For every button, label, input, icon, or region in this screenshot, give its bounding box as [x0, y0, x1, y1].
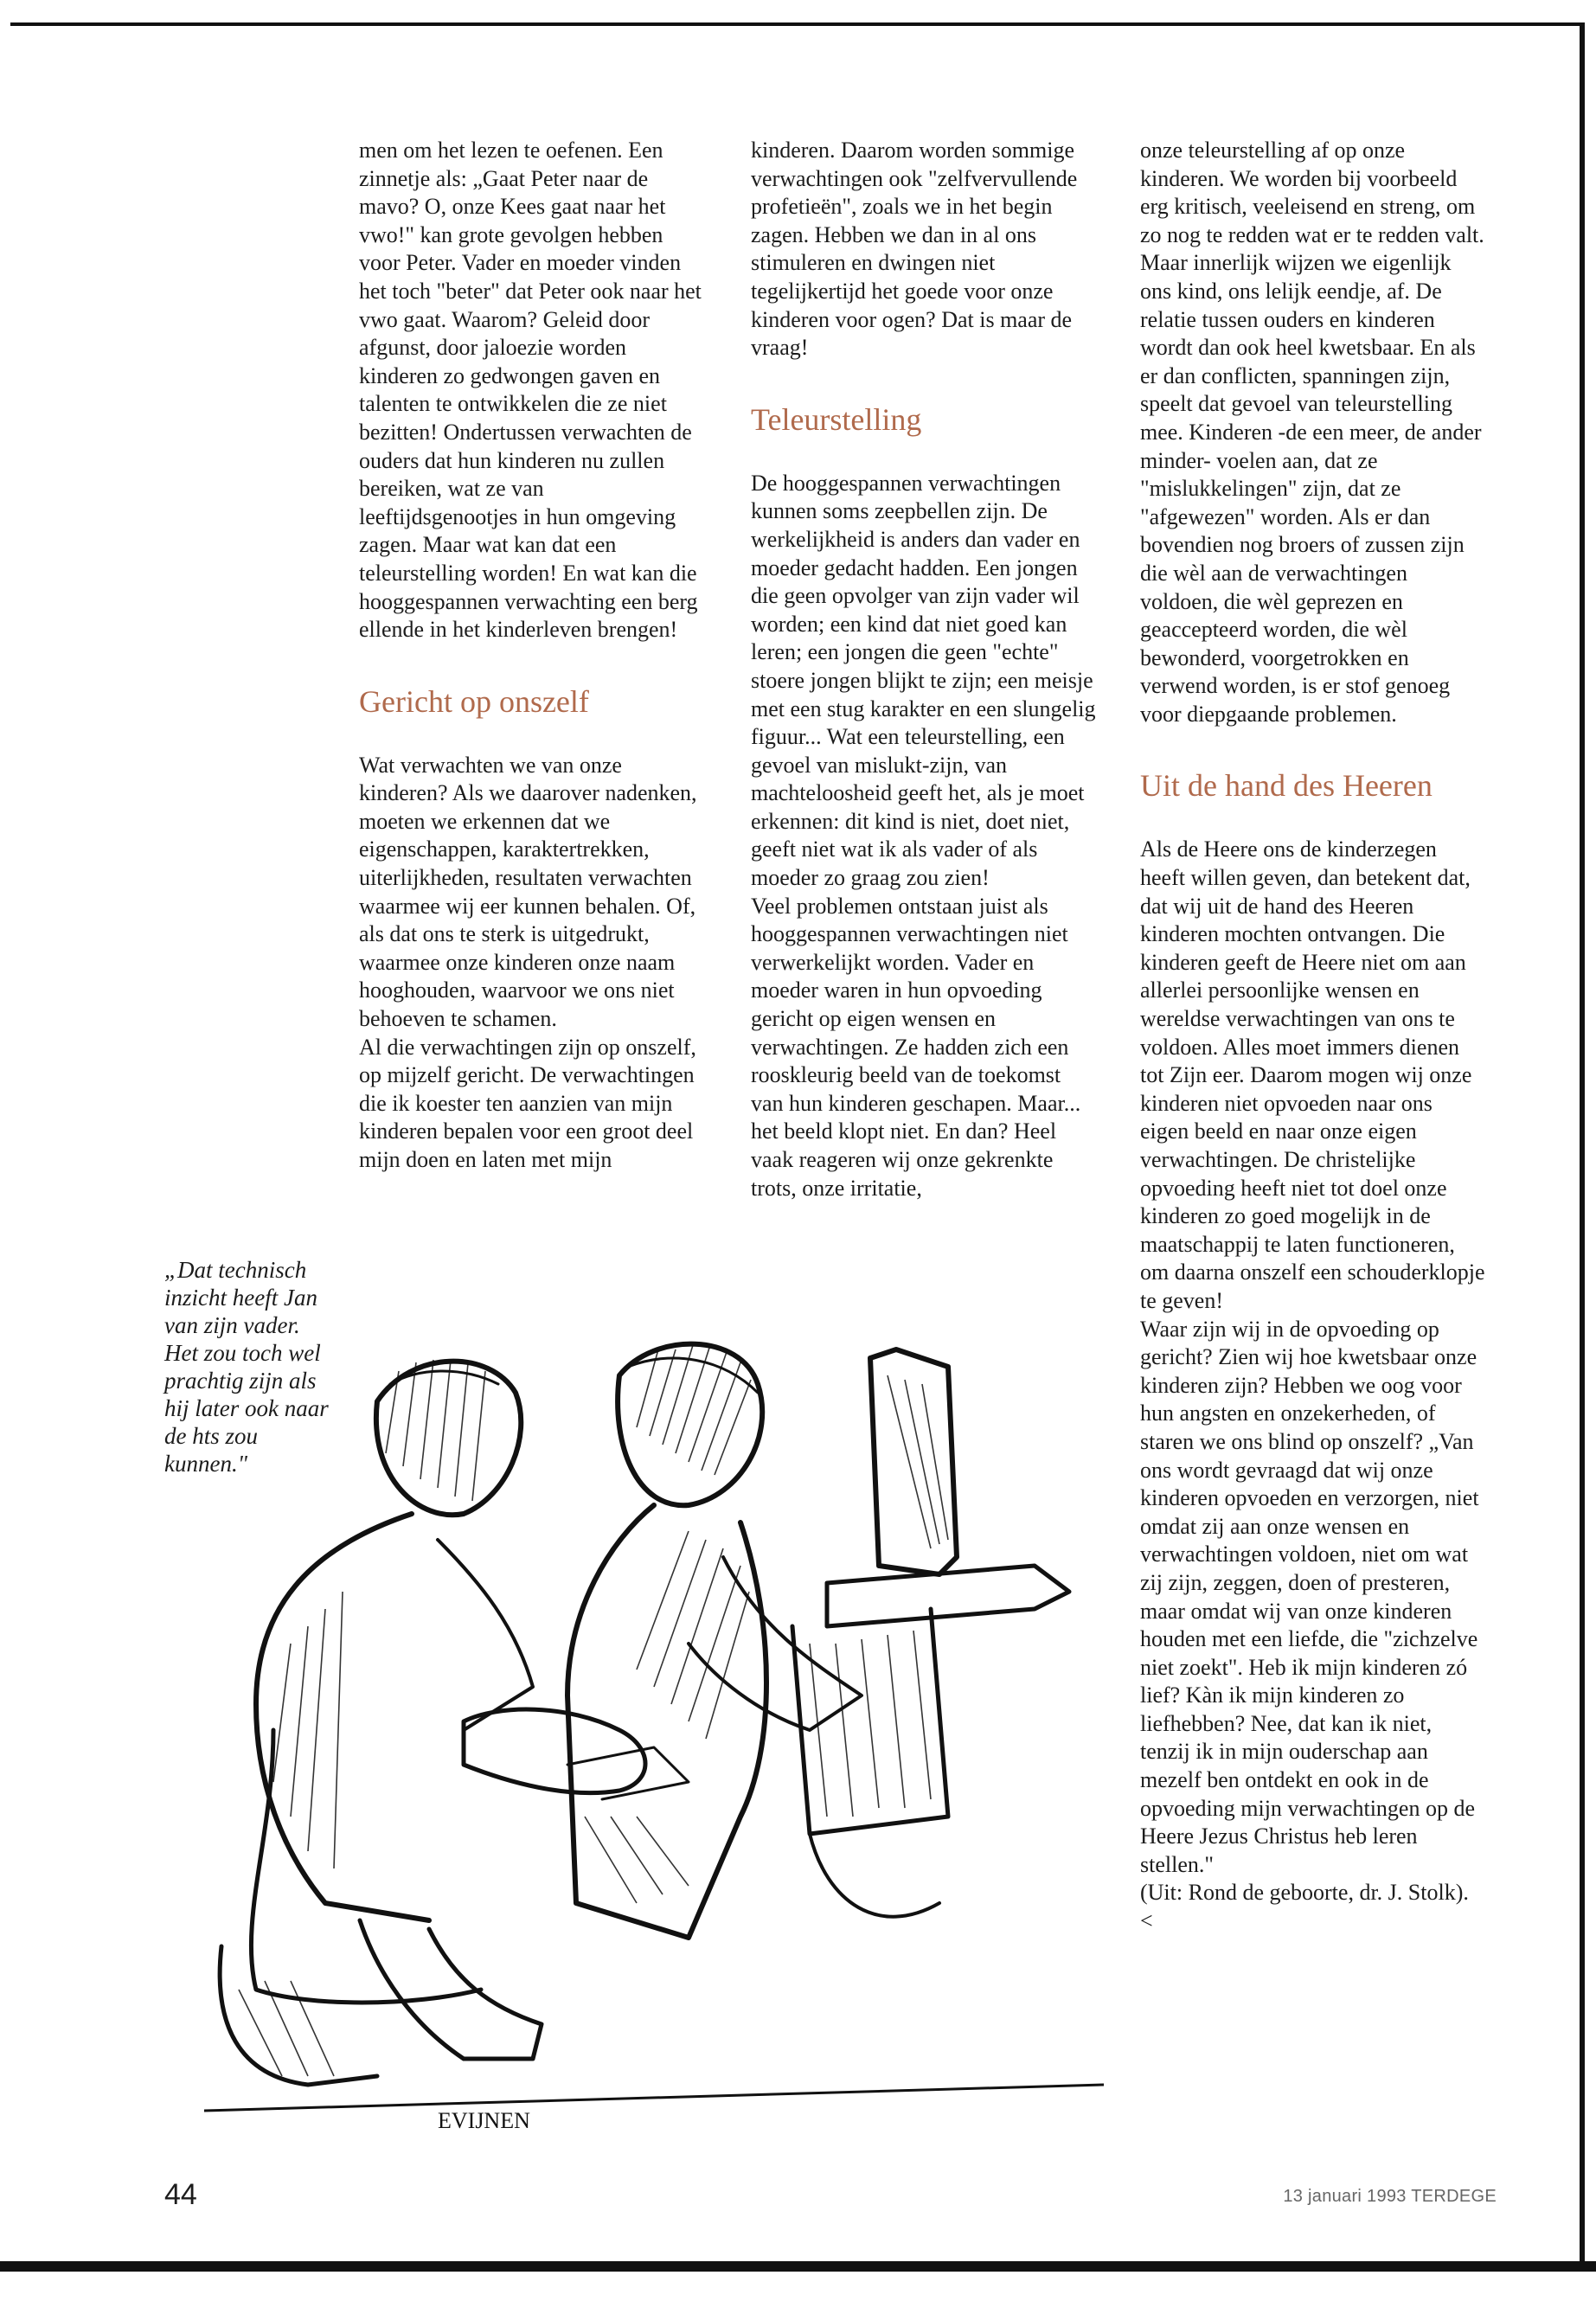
issue-date-footer: 13 januari 1993 TERDEGE [1283, 2187, 1497, 2206]
body-paragraph: onze teleurstelling af op onze kinderen. We worden bij voorbeeld erg kritisch, veeleisend en streng, om zo nog te redden wat er te redden valt. Maar innerlijk wijzen we eigenlijk ons kind, ons lelijk eendje, af. De relatie tussen ouders en kinderen wordt dan ook heel kwetsbaar. En als er dan conflicten, spanningen zijn, speelt dat gevoel van teleurstelling mee. Kinderen -de een meer, de ander minder- voelen aan, dat ze "mislukkelingen" zijn, dat ze "afgewezen" worden. Als er dan bovendien nog broers of zussen zijn die wèl aan de verwachtingen voldoen, die wèl geprezen en geaccepteerd worden, die wèl bewonderd, voorgetrokken en verwend worden, is er stof genoeg voor diepgaande problemen. [1140, 138, 1484, 727]
body-paragraph: Veel problemen ontstaan juist als hooggespannen verwachtingen niet verwerkelijkt worden. Vader en moeder waren in hun opvoeding gericht op eigen wensen en verwachtingen. Ze hadden zich een rooskleurig beeld van de toekomst van hun kinderen geschapen. Maar... het beeld klopt niet. En dan? Heel vaak reageren wij onze gekrenkte trots, onze irritatie, [751, 893, 1081, 1201]
section-heading-uit-de-hand-des-heeren: Uit de hand des Heeren [1140, 768, 1433, 804]
source-citation: (Uit: Rond de geboorte, dr. J. Stolk). < [1140, 1880, 1469, 1934]
page-number: 44 [164, 2178, 197, 2211]
artist-signature: EVIJNEN [438, 2108, 530, 2133]
section-heading-teleurstelling: Teleurstelling [751, 401, 922, 437]
article-column-3 [1140, 137, 1486, 1936]
body-paragraph: Waar zijn wij in de opvoeding op gericht? Zien wij hoe kwetsbaar onze kinderen zijn? Hebben we oog voor hun angsten en onzekerheden, of staren we ons blind op onszelf? „Van ons wordt gevraagd dat wij onze kinderen opvoeden en verzorgen, niet omdat zij aan onze wensen en verwachtingen voldoen, niet om wat zij zijn, zeggen, doen of presteren, maar omdat wij van onze kinderen houden met een liefde, die "zichzelve niet zoekt". Heb ik mijn kinderen zó lief? Kàn ik mijn kinderen zo liefhebben? Nee, dat kan ik niet, tenzij ik in mijn ouderschap aan mezelf ben ontdekt en ook in de opvoeding mijn verwachtingen op de Heere Jezus Christus heb leren stellen." [1140, 1316, 1479, 1877]
page-frame-bottom [0, 2261, 1596, 2272]
body-paragraph: men om het lezen te oefenen. Een zinnetje als: „Gaat Peter naar de mavo? O, onze Kees gaat naar het vwo!" kan grote gevolgen hebben voor Peter. Vader en moeder vinden het toch "beter" dat Peter ook naar het vwo gaat. Waarom? Geleid door afgunst, door jaloezie worden kinderen zo gedwongen gaven en talenten te ontwikkelen die ze niet bezitten! Ondertussen verwachten de ouders dat hun kinderen nu zullen bereiken, wat ze van leeftijdsgenootjes in hun omgeving zagen. Maar wat kan dat een teleurstelling worden! En wat kan die hooggespannen verwachting een berg ellende in het kinderleven brengen! [359, 138, 702, 643]
illustration-caption: „Dat technisch inzicht heeft Jan van zijn vader. Het zou toch wel prachtig zijn als hij later ook naar de hts zou kunnen." [164, 1257, 329, 1477]
page-frame-top [10, 22, 1585, 26]
body-paragraph: De hooggespannen verwachtingen kunnen soms zeepbellen zijn. De werkelijkheid is anders dan vader en moeder gedacht hadden. Een jongen die geen opvolger van zijn vader wil worden; een kind dat niet goed kan leren; een jongen die geen "echte" stoere jongen blijkt te zijn; een meisje met een stug karakter en een slungelig figuur... Wat een teleurstelling, een gevoel van mislukt-zijn, van machteloosheid geeft het, als je moet erkennen: dit kind is niet, doet niet, geeft niet wat ik als vader of als moeder zo graag zou zien! [751, 470, 1096, 891]
body-paragraph: Wat verwachten we van onze kinderen? Als we daarover nadenken, moeten we erkennen dat we eigenschappen, karaktertrekken, uiterlijkheden, resultaten verwachten waarmee wij eer kunnen behalen. Of, als dat ons te sterk is uitgedrukt, waarmee onze kinderen onze naam hooghouden, waarvoor we ons niet behoeven te schamen. [359, 752, 697, 1032]
illustration-father-and-son [204, 1298, 1104, 2154]
article-column-1 [359, 137, 705, 1175]
body-paragraph: Al die verwachtingen zijn op onszelf, op mijzelf gericht. De verwachtingen die ik koester ten aanzien van mijn kinderen bepalen voor een groot deel mijn doen en laten met mijn [359, 1034, 696, 1172]
section-heading-gericht-op-onszelf: Gericht op onszelf [359, 683, 589, 719]
body-paragraph: Als de Heere ons de kinderzegen heeft willen geven, dan betekent dat, dat wij uit de hand des Heeren kinderen mochten ontvangen. Die kinderen geeft de Heere niet om aan allerlei persoonlijke wensen en wereldse verwachtingen van ons te voldoen. Alles moet immers dienen tot Zijn eer. Daarom mogen wij onze kinderen niet opvoeden naar ons eigen beeld en naar onze eigen verwachtingen. De christelijke opvoeding heeft niet tot doel onze kinderen zo goed mogelijk in de maatschappij te laten functioneren, om daarna onszelf een schouderklopje te geven! [1140, 836, 1485, 1313]
article-column-2 [751, 137, 1097, 1202]
page-frame-right [1580, 22, 1585, 2272]
body-paragraph: kinderen. Daarom worden sommige verwachtingen ook "zelfvervullende profetieën", zoals we in het begin zagen. Hebben we dan in al ons stimuleren en dwingen niet tegelijkertijd het goede voor onze kinderen voor ogen? Dat is maar de vraag! [751, 138, 1078, 361]
